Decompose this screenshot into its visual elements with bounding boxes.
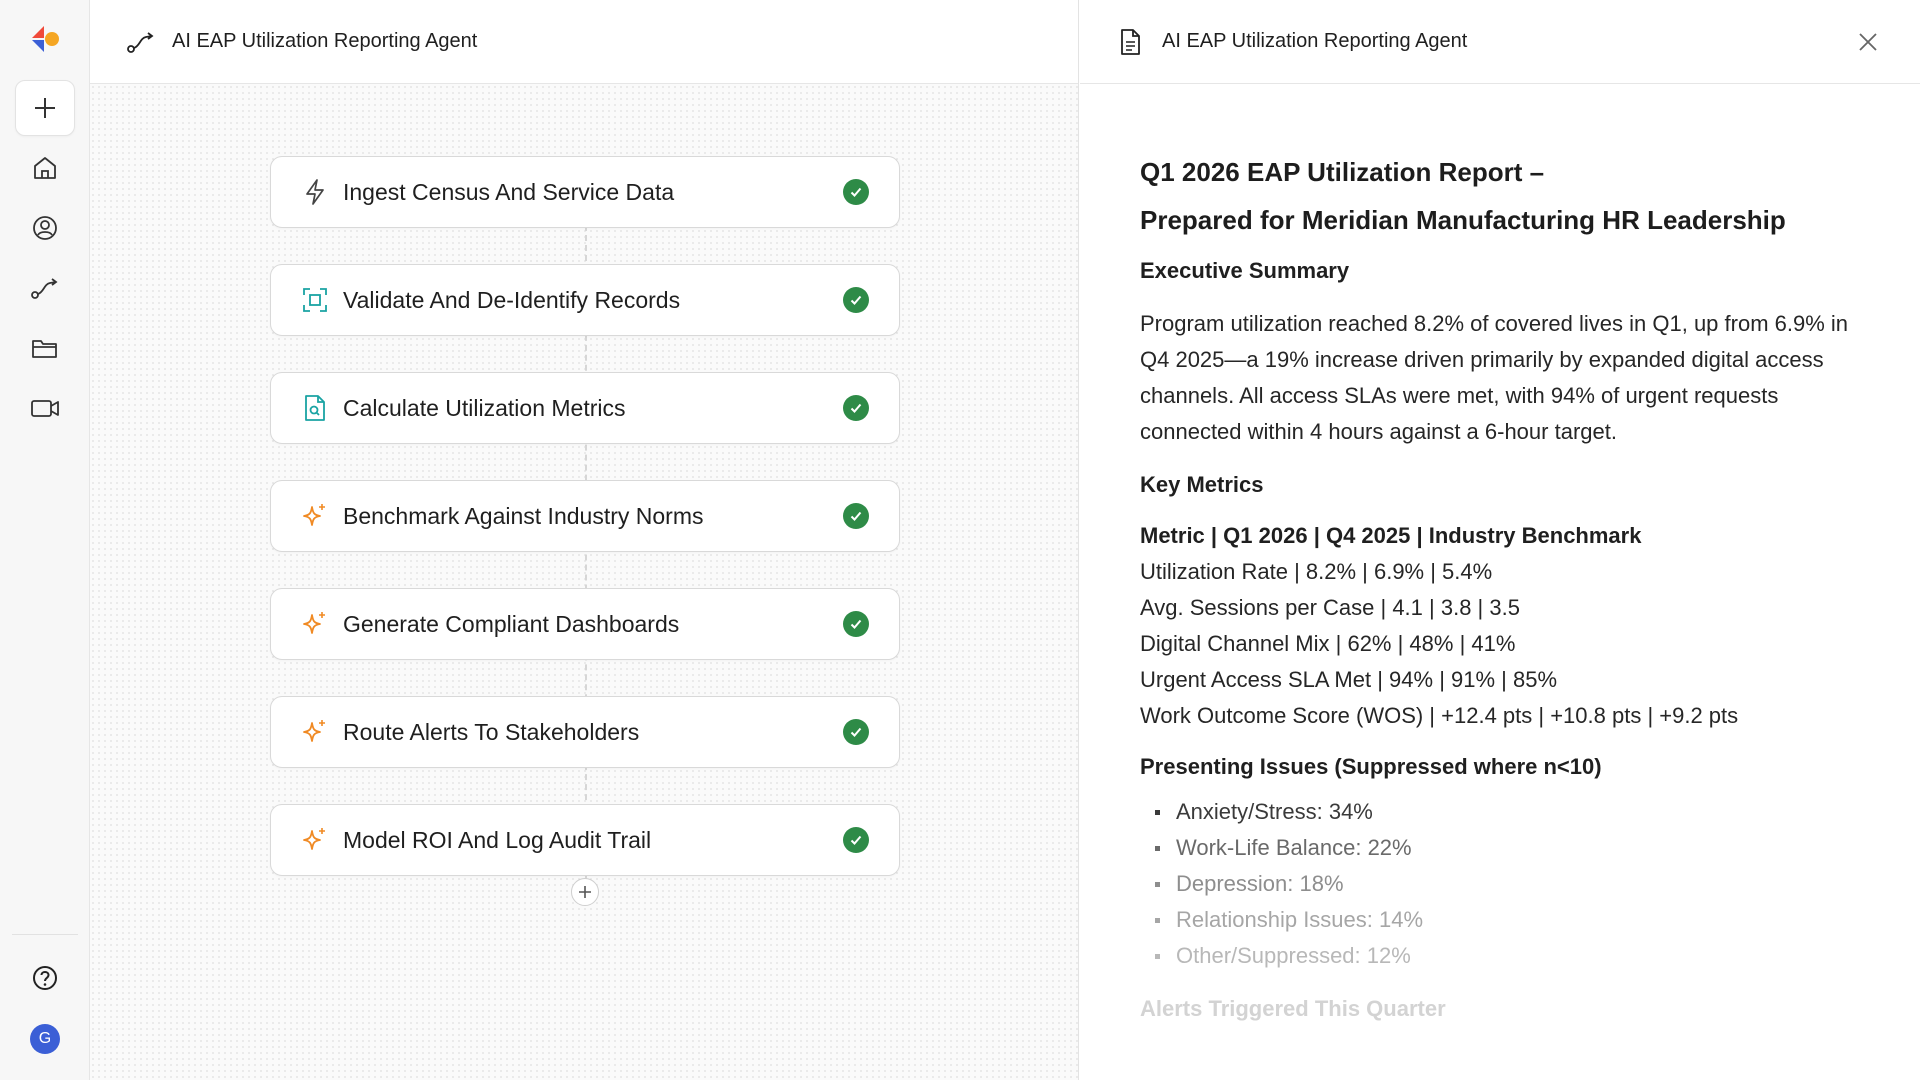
help-icon [31, 964, 59, 992]
report-title-line-1: Q1 2026 EAP Utilization Report – [1140, 157, 1545, 187]
report-content [1140, 148, 1880, 1024]
scan-icon [301, 286, 329, 314]
plus-icon [32, 95, 58, 121]
sidebar [0, 0, 90, 1080]
check-icon [843, 719, 869, 745]
list-item: Anxiety/Stress: 34% [1140, 794, 1880, 830]
metrics-table-header: Metric | Q1 2026 | Q4 2025 | Industry Benchmark [1140, 523, 1642, 548]
add-step-button[interactable] [571, 878, 599, 906]
workflow-step[interactable] [270, 156, 900, 228]
workflow-step[interactable] [270, 588, 900, 660]
workflow-step[interactable] [270, 804, 900, 876]
sparkle-icon [301, 718, 329, 746]
workflow-step[interactable] [270, 372, 900, 444]
step-label: Validate And De-Identify Records [343, 286, 681, 313]
check-icon [843, 827, 869, 853]
report-header-title: AI EAP Utilization Reporting Agent [1162, 30, 1468, 52]
home-button[interactable] [15, 140, 75, 196]
step-label: Model ROI And Log Audit Trail [343, 826, 652, 853]
workflow-header [90, 0, 1078, 84]
video-icon [29, 394, 61, 422]
check-icon [843, 611, 869, 637]
plus-icon [578, 885, 592, 899]
list-item: Relationship Issues: 14% [1140, 902, 1880, 938]
lightning-icon [301, 178, 329, 206]
new-button[interactable] [15, 80, 75, 136]
sparkle-icon [301, 502, 329, 530]
metrics-row: Urgent Access SLA Met | 94% | 91% | 85% [1140, 667, 1558, 692]
workflow-step[interactable] [270, 264, 900, 336]
step-label: Calculate Utilization Metrics [343, 394, 626, 421]
step-label: Ingest Census And Service Data [343, 178, 675, 205]
workflow-canvas [90, 0, 1079, 1080]
presenting-issues-list [1140, 794, 1880, 974]
key-metrics-heading: Key Metrics [1140, 472, 1264, 497]
metrics-row: Digital Channel Mix | 62% | 48% | 41% [1140, 631, 1516, 656]
video-button[interactable] [15, 380, 75, 436]
close-button[interactable] [1854, 28, 1882, 56]
workflow-title: AI EAP Utilization Reporting Agent [172, 30, 478, 52]
report-title-line-2: Prepared for Meridian Manufacturing HR Leadership [1140, 205, 1786, 235]
document-search-icon [301, 394, 329, 422]
check-icon [843, 179, 869, 205]
step-label: Benchmark Against Industry Norms [343, 502, 704, 529]
presenting-issues-heading: Presenting Issues (Suppressed where n<10) [1140, 754, 1602, 779]
document-icon [1118, 27, 1146, 57]
help-button[interactable] [15, 950, 75, 1006]
list-item: Work-Life Balance: 22% [1140, 830, 1880, 866]
exec-summary-text: Program utilization reached 8.2% of covered lives in Q1, up from 6.9% in Q4 2025—a 19% increase driven primarily by expanded digital access channels. All access SLAs were met, with 94% of urgent requests connected within 4 hours against a 6-hour target. [1140, 311, 1849, 444]
workflow-icon [126, 27, 156, 57]
sidebar-divider [12, 934, 78, 935]
workflows-button[interactable] [15, 260, 75, 316]
close-icon [1857, 31, 1879, 53]
metrics-row: Work Outcome Score (WOS) | +12.4 pts | +10.8 pts | +9.2 pts [1140, 703, 1739, 728]
workflow-step[interactable] [270, 480, 900, 552]
check-icon [843, 503, 869, 529]
sparkle-icon [301, 610, 329, 638]
step-label: Generate Compliant Dashboards [343, 610, 680, 637]
step-label: Route Alerts To Stakeholders [343, 718, 640, 745]
exec-summary-heading: Executive Summary [1140, 258, 1350, 283]
list-item: Other/Suppressed: 12% [1140, 938, 1880, 974]
report-header [1080, 0, 1920, 84]
alerts-heading: Alerts Triggered This Quarter [1140, 996, 1446, 1021]
sparkle-icon [301, 826, 329, 854]
folder-icon [30, 334, 60, 362]
app-logo[interactable] [30, 24, 60, 54]
profile-button[interactable] [15, 200, 75, 256]
files-button[interactable] [15, 320, 75, 376]
report-panel [1080, 0, 1920, 1080]
list-item: Depression: 18% [1140, 866, 1880, 902]
avatar[interactable]: G [30, 1024, 60, 1054]
metrics-row: Avg. Sessions per Case | 4.1 | 3.8 | 3.5 [1140, 595, 1520, 620]
home-icon [31, 154, 59, 182]
workflow-icon [30, 274, 60, 302]
check-icon [843, 395, 869, 421]
metrics-row: Utilization Rate | 8.2% | 6.9% | 5.4% [1140, 559, 1493, 584]
check-icon [843, 287, 869, 313]
profile-icon [31, 214, 59, 242]
workflow-step[interactable] [270, 696, 900, 768]
